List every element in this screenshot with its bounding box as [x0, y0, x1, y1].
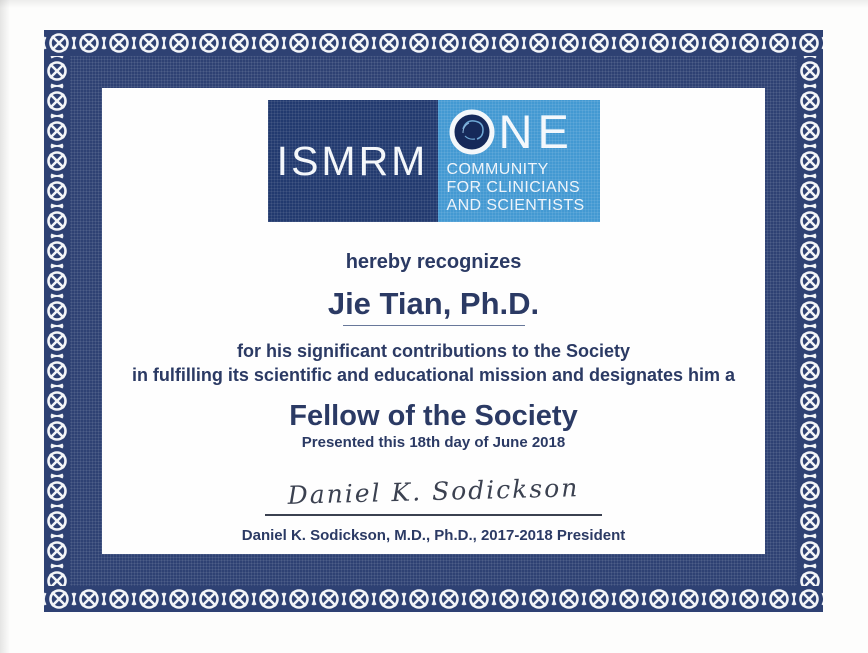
- intro-text: hereby recognizes: [345, 251, 522, 273]
- celtic-knot-border-bottom: [44, 586, 823, 612]
- tagline-line-3: AND SCIENTISTS: [446, 197, 585, 214]
- ismrm-acronym: ISMRM: [276, 137, 429, 184]
- one-letters: NE: [498, 105, 574, 158]
- citation-line-2: in fulfilling its scientific and educational mission and designates him a: [131, 365, 736, 385]
- recipient-underline: [343, 325, 525, 326]
- one-wordmark: [447, 107, 574, 157]
- president-signature: Daniel K. Sodickson: [287, 473, 580, 510]
- certificate-content: [102, 88, 765, 554]
- recipient-name: Jie Tian, Ph.D.: [327, 286, 540, 321]
- citation-text: [102, 339, 765, 387]
- brain-mri-o-icon: [447, 107, 497, 157]
- presented-date: Presented this 18th day of June 2018: [301, 434, 566, 451]
- celtic-knot-border-top: [44, 30, 823, 56]
- citation-line-1: for his significant contributions to the Society: [236, 341, 631, 361]
- logo-tagline: [447, 161, 585, 215]
- one-community-panel: [438, 100, 600, 222]
- ismrm-wordmark-panel: [268, 100, 438, 222]
- signature-caption: Daniel K. Sodickson, M.D., Ph.D., 2017-2018 President: [241, 527, 626, 544]
- ismrm-logo: [268, 100, 600, 222]
- award-title: Fellow of the Society: [289, 400, 578, 432]
- celtic-knot-border-right: [797, 56, 823, 586]
- tagline-line-1: COMMUNITY: [446, 161, 549, 178]
- celtic-knot-border-left: [44, 56, 70, 586]
- tagline-line-2: FOR CLINICIANS: [446, 179, 581, 196]
